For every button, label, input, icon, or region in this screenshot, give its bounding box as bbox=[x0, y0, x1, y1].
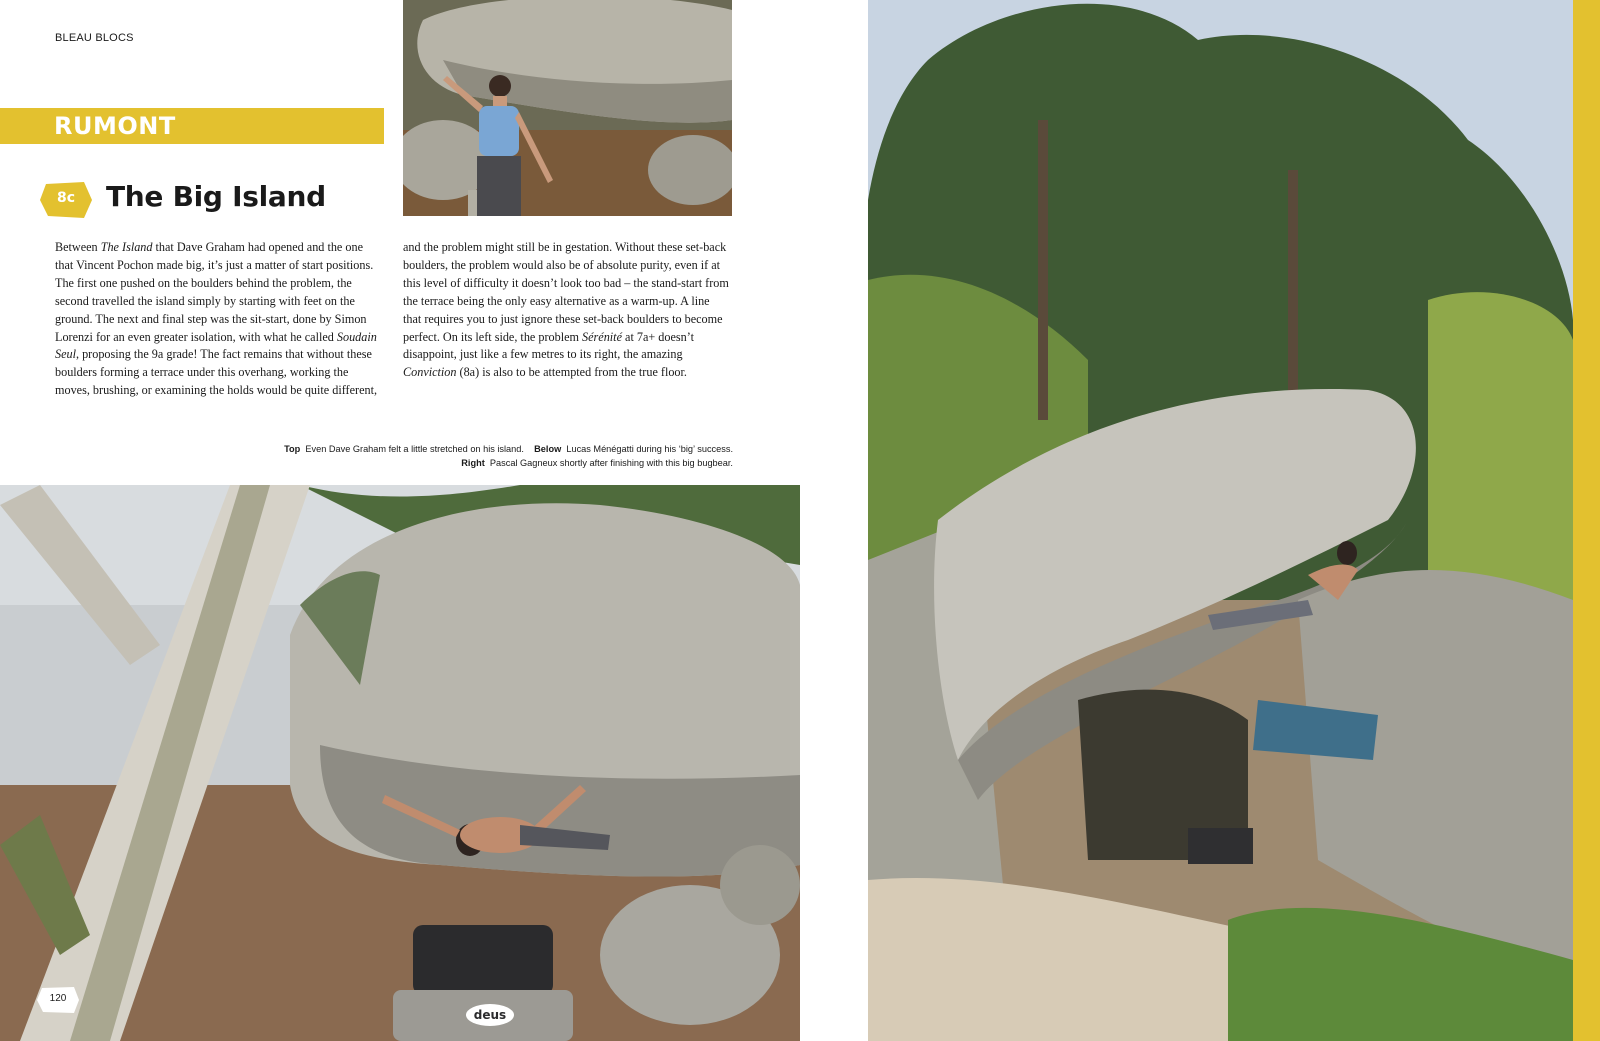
body-text-italic: Soudain Seul bbox=[55, 329, 377, 362]
caption-right-label: Right bbox=[461, 457, 485, 468]
caption-right-text: Pascal Gagneux shortly after finishing with this big bugbear. bbox=[489, 457, 733, 468]
body-text-run: and the problem might still be in gestation. Without these set-back boulders, the problem would also be of absolute purity, even if at this level of difficulty it doesn’t look too bad – the stand-start from the terrace being the only easy alternative as a warm-up. A line that requires you to just ignore these set-back boulders to become perfect. On its left side, the problem bbox=[403, 240, 729, 344]
section-title: RUMONT bbox=[54, 112, 176, 140]
pad-brand-text: deus bbox=[473, 1008, 507, 1022]
caption-below-label: Below bbox=[534, 444, 562, 454]
top-photo bbox=[403, 0, 732, 216]
problem-title: The Big Island bbox=[106, 180, 326, 213]
body-text-italic: The Island bbox=[100, 240, 153, 254]
grade-label: 8c bbox=[56, 190, 76, 206]
body-text-italic: Conviction bbox=[403, 365, 457, 380]
right-page-photo bbox=[868, 0, 1573, 1041]
photo-caption bbox=[284, 443, 733, 470]
body-text-run: (8a) is also to be attempted from the true floor. bbox=[456, 365, 687, 380]
body-text-run: , proposing the 9a grade! The fact remains that without these boulders forming a terrace under this overhang, working the moves, brushing, or examining the holds would be quite different, bbox=[55, 347, 378, 398]
body-text-run: Between bbox=[55, 240, 101, 254]
running-header: BLEAU BLOCS bbox=[55, 32, 134, 44]
body-text-italic: Sérénité bbox=[582, 329, 622, 344]
bottom-left-photo bbox=[0, 485, 800, 1041]
page-edge-accent bbox=[1573, 0, 1600, 1041]
caption-top-text: Even Dave Graham felt a little stretched on his island. bbox=[305, 444, 524, 454]
body-column-2 bbox=[403, 239, 729, 382]
body-column-1 bbox=[55, 239, 381, 400]
body-text-run: that Dave Graham had opened and the one that Vincent Pochon made big, it’s just a matter of start positions. The first one pushed on the boulders behind the problem, the second travelled the island simply by starting with feet on the ground. The next and final step was the sit-start, done by Simon Lorenzi for an even greater isolation, with what he called bbox=[55, 240, 374, 344]
caption-below-text: Lucas Ménégatti during his ‘big’ success. bbox=[566, 444, 733, 454]
body-text-run: at 7a+ doesn’t disappoint, just like a few metres to its right, the amazing bbox=[403, 329, 694, 362]
caption-top-label: Top bbox=[284, 444, 301, 454]
page-number: 120 bbox=[49, 993, 67, 1004]
